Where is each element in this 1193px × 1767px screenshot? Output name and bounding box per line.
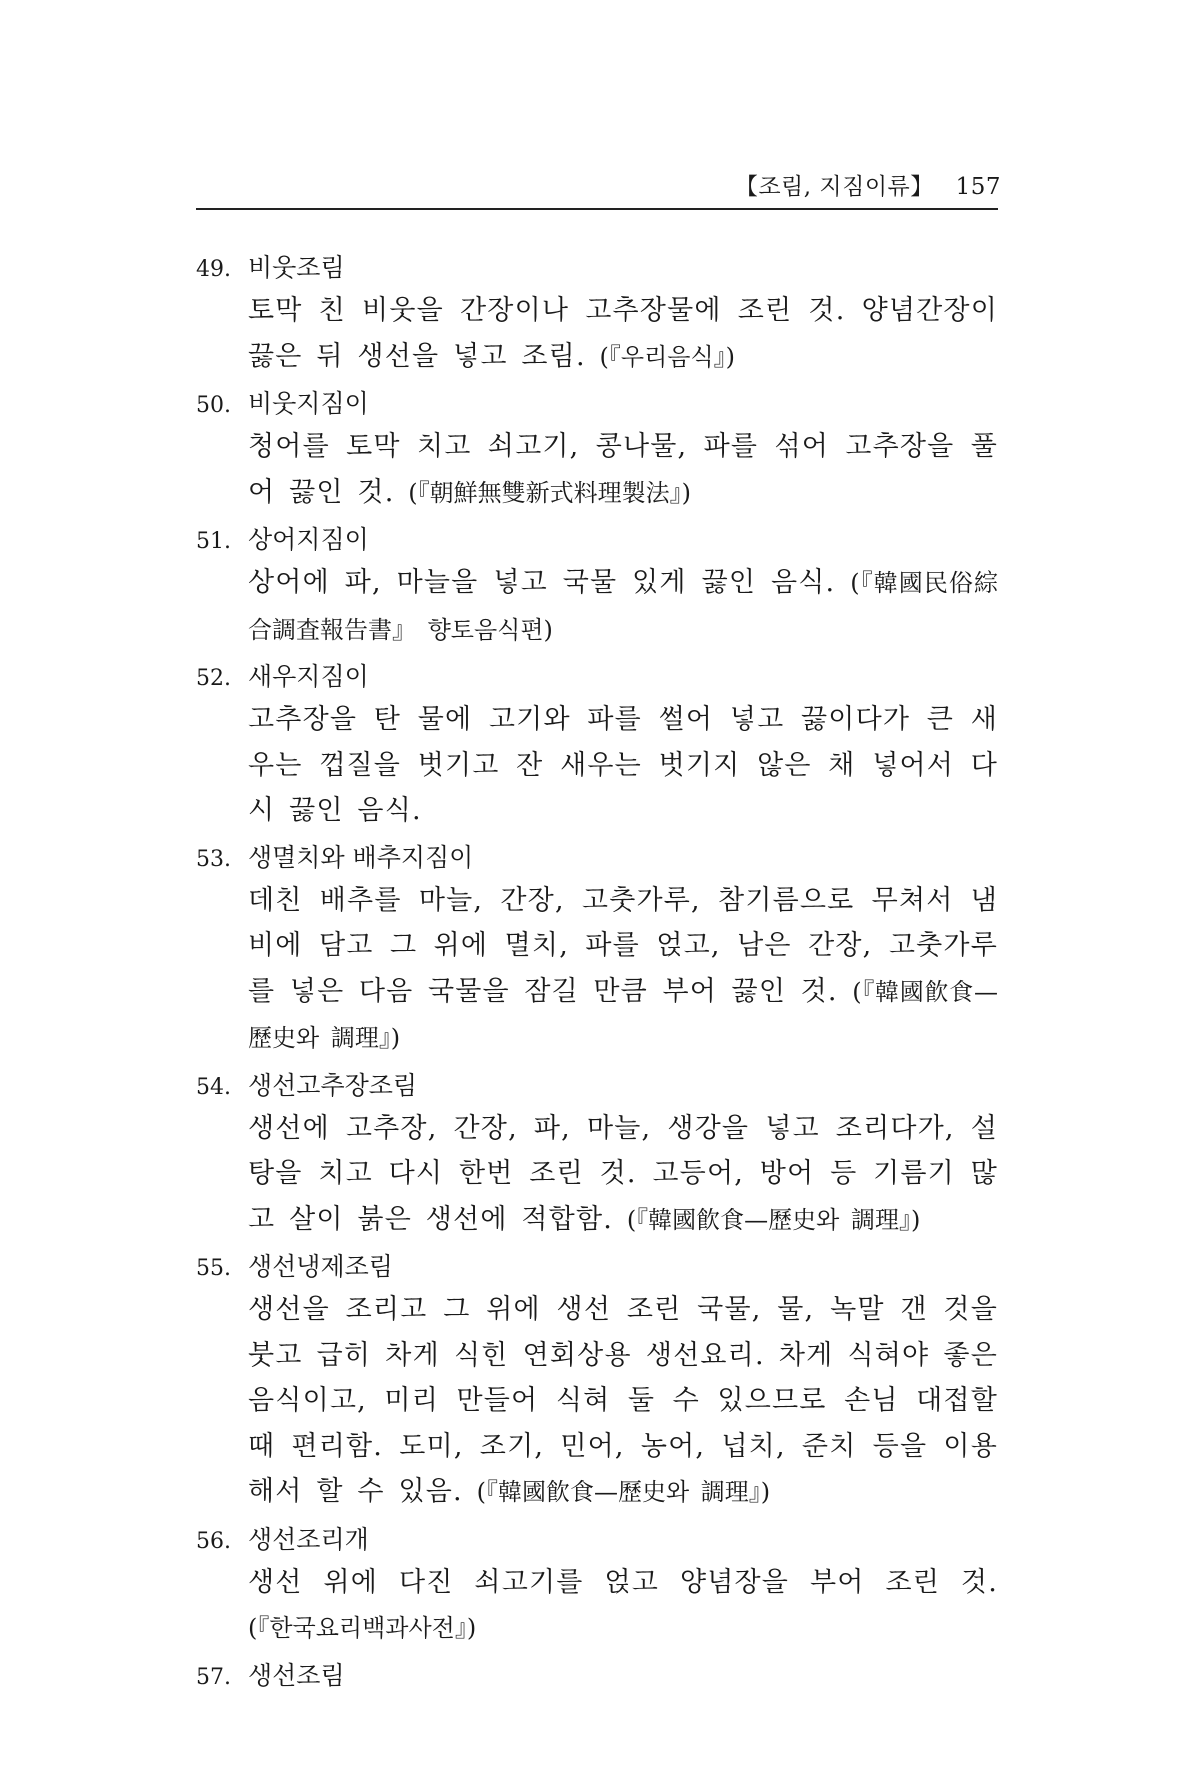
entry-description: 고추장을 탄 물에 고기와 파를 썰어 넣고 끓이다가 큰 새우는 껍질을 벗기고 잔 새우는 벗기지 않은 채 넣어서 다시 끓인 음식. bbox=[248, 704, 998, 826]
entry-heading bbox=[196, 1656, 998, 1696]
entry-heading bbox=[196, 657, 998, 697]
entry-body bbox=[248, 697, 998, 834]
entry-heading bbox=[196, 520, 998, 560]
entry-source: (『한국요리백과사전』) bbox=[248, 1614, 477, 1642]
entry-number: 55. bbox=[196, 1256, 231, 1281]
entry-body bbox=[248, 560, 998, 653]
entry-number: 52. bbox=[196, 666, 231, 691]
dictionary-entry bbox=[196, 657, 998, 834]
entry-number: 49. bbox=[196, 257, 231, 282]
dictionary-entry bbox=[196, 838, 998, 1062]
dictionary-entry bbox=[196, 384, 998, 516]
entry-source: (『우리음식』) bbox=[599, 342, 735, 371]
header-rule bbox=[196, 208, 998, 210]
entry-body bbox=[248, 878, 998, 1062]
dictionary-entry bbox=[196, 248, 998, 380]
entry-title: 상어지짐이 bbox=[248, 525, 369, 554]
entry-heading bbox=[196, 384, 998, 424]
entry-description: 데친 배추를 마늘, 간장, 고춧가루, 참기름으로 무쳐서 냄비에 담고 그 위에 멸치, 파를 얹고, 남은 간장, 고춧가루를 넣은 다음 국물을 잠길 만큼 부어 끓인 것. bbox=[248, 884, 998, 1007]
entry-body bbox=[248, 1287, 998, 1516]
entry-number: 50. bbox=[196, 393, 231, 418]
entry-title: 생선고추장조림 bbox=[248, 1070, 418, 1100]
entry-number: 51. bbox=[196, 529, 231, 554]
entry-heading bbox=[196, 1520, 998, 1560]
entry-number: 53. bbox=[196, 846, 231, 872]
entry-body bbox=[248, 1560, 998, 1652]
entry-source: (『韓國飮食—歷史와 調理』) bbox=[626, 1205, 921, 1234]
dictionary-entry bbox=[196, 1247, 998, 1516]
entry-list bbox=[196, 248, 998, 1696]
entry-title: 생멸치와 배추지짐이 bbox=[248, 842, 474, 872]
entry-title: 비웃지짐이 bbox=[248, 389, 369, 418]
entry-title: 새우지짐이 bbox=[248, 662, 369, 691]
entry-description: 생선 위에 다진 쇠고기를 얹고 양념장을 부어 조린 것. bbox=[248, 1566, 998, 1598]
dictionary-entry bbox=[196, 520, 998, 653]
entry-title: 생선조리개 bbox=[248, 1524, 369, 1554]
entry-description: 토막 친 비웃을 간장이나 고추장물에 조린 것. 양념간장이 끓은 뒤 생선을 넣고 조림. bbox=[248, 295, 998, 372]
entry-heading bbox=[196, 1247, 998, 1287]
entry-heading bbox=[196, 248, 998, 288]
dictionary-entry bbox=[196, 1066, 998, 1244]
entry-body bbox=[248, 288, 998, 380]
entry-source: (『朝鮮無雙新式料理製法』) bbox=[408, 478, 692, 507]
entry-source: (『韓國民俗綜合調査報告書』 향토음식편) bbox=[248, 569, 998, 644]
entry-description: 상어에 파, 마늘을 넣고 국물 있게 끓인 음식. bbox=[248, 567, 836, 598]
entry-body bbox=[248, 424, 998, 516]
dictionary-entry bbox=[196, 1656, 998, 1696]
page-number: 157 bbox=[955, 174, 1001, 200]
entry-body bbox=[248, 1106, 998, 1244]
entry-description: 생선을 조리고 그 위에 생선 조린 국물, 물, 녹말 갠 것을 붓고 급히 차게 식힌 연회상용 생선요리. 차게 식혀야 좋은 음식이고, 미리 만들어 식혀 둘 수 있으므로 손님 대접할 때 편리함. 도미, 조기, 민어, 농어, 넙치, 준치 등을 이용해서 할 수 있음. bbox=[248, 1294, 998, 1507]
entry-number: 54. bbox=[196, 1074, 231, 1100]
dictionary-entry bbox=[196, 1520, 998, 1652]
entry-number: 57. bbox=[196, 1664, 231, 1690]
entry-heading bbox=[196, 838, 998, 878]
section-title: 【조림, 지짐이류】 bbox=[734, 174, 934, 200]
entry-title: 생선냉제조림 bbox=[248, 1252, 393, 1281]
running-head bbox=[735, 168, 1001, 201]
entry-number: 56. bbox=[196, 1528, 231, 1554]
entry-title: 생선조림 bbox=[248, 1660, 345, 1690]
entry-description: 생선에 고추장, 간장, 파, 마늘, 생강을 넣고 조리다가, 설탕을 치고 다시 한번 조린 것. 고등어, 방어 등 기름기 많고 살이 붉은 생선에 적합함. bbox=[248, 1112, 998, 1235]
entry-source: (『韓國飮食—歷史와 調理』) bbox=[248, 977, 998, 1052]
entry-heading bbox=[196, 1066, 998, 1106]
entry-title: 비웃조림 bbox=[248, 253, 345, 282]
entry-description: 청어를 토막 치고 쇠고기, 콩나물, 파를 섞어 고추장을 풀어 끓인 것. bbox=[248, 431, 998, 508]
entry-source: (『韓國飮食—歷史와 調理』) bbox=[476, 1478, 771, 1506]
